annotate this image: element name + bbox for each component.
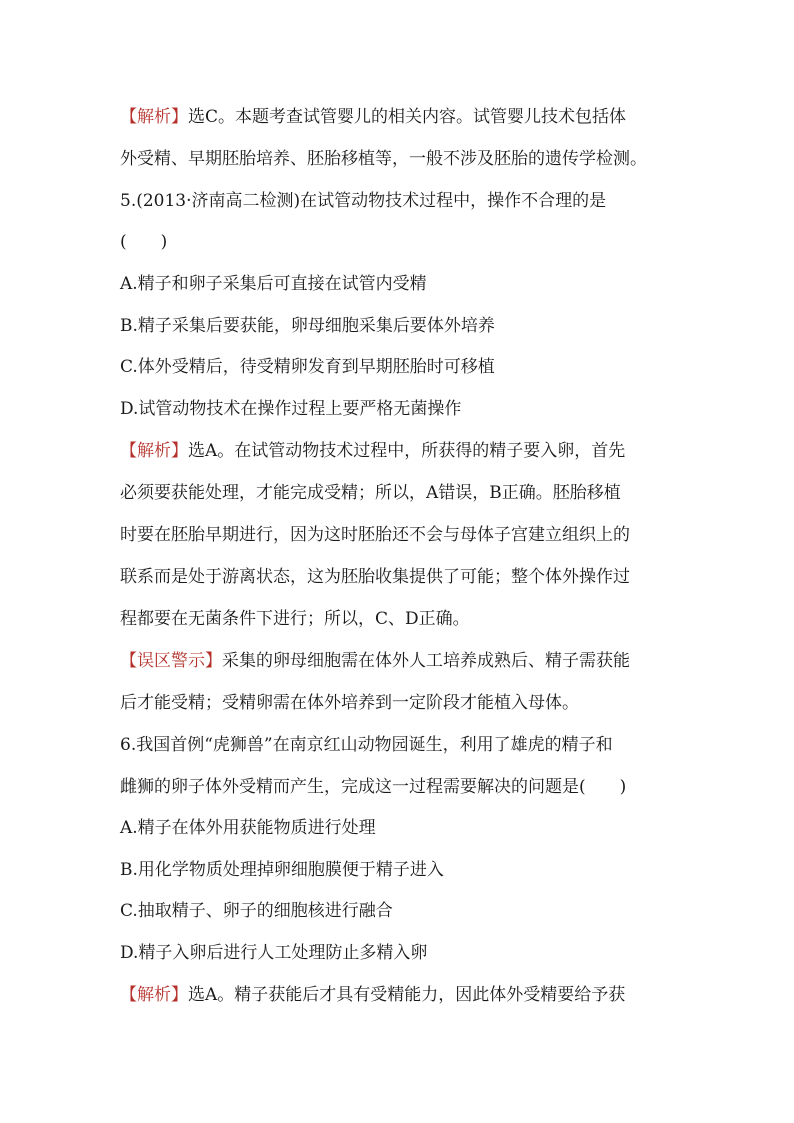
analysis-tag: 【解析】 <box>120 107 188 127</box>
question-6-option-b: B.用化学物质处理掉卵细胞膜便于精子进入 <box>120 860 444 880</box>
analysis-text-line: 程都要在无菌条件下进行；所以，C、D正确。 <box>120 609 470 629</box>
analysis-text: 选C。本题考查试管婴儿的相关内容。试管婴儿技术包括体 <box>188 107 627 127</box>
analysis-text: 选A。精子获能后才具有受精能力，因此体外受精要给予获 <box>188 985 626 1005</box>
question-5-bracket: ( ) <box>120 232 168 252</box>
warning-paragraph <box>120 650 680 672</box>
analysis-paragraph-q6 <box>120 984 680 1006</box>
question-5-stem: 5.(2013·济南高二检测)在试管动物技术过程中，操作不合理的是 <box>120 191 607 211</box>
analysis-tag: 【解析】 <box>120 441 188 461</box>
warning-text-line: 后才能受精；受精卵需在体外培养到一定阶段才能植入母体。 <box>120 693 579 713</box>
analysis-text-line: 联系而是处于游离状态，这为胚胎收集提供了可能；整个体外操作过 <box>120 567 630 587</box>
question-5-option-a: A.精子和卵子采集后可直接在试管内受精 <box>120 274 427 294</box>
analysis-tag: 【解析】 <box>120 985 188 1005</box>
analysis-paragraph-q4 <box>120 106 680 128</box>
analysis-text: 选A。在试管动物技术过程中，所获得的精子要入卵，首先 <box>188 441 626 461</box>
question-6-option-c: C.抽取精子、卵子的细胞核进行融合 <box>120 901 393 921</box>
analysis-paragraph-q5 <box>120 440 680 462</box>
question-6-option-d: D.精子入卵后进行人工处理防止多精入卵 <box>120 943 428 963</box>
question-6-stem: 6.我国首例“虎狮兽”在南京红山动物园诞生，利用了雄虎的精子和 <box>120 735 613 755</box>
question-6-stem-line: 雌狮的卵子体外受精而产生，完成这一过程需要解决的问题是( ) <box>120 777 627 797</box>
warning-tag: 【误区警示】 <box>120 651 222 671</box>
analysis-text-line: 必须要获能处理，才能完成受精；所以，A错误，B正确。胚胎移植 <box>120 483 621 503</box>
question-5-option-b: B.精子采集后要获能，卵母细胞采集后要体外培养 <box>120 316 495 336</box>
question-6-option-a: A.精子在体外用获能物质进行处理 <box>120 818 376 838</box>
analysis-text-line: 时要在胚胎早期进行，因为这时胚胎还不会与母体子宫建立组织上的 <box>120 525 630 545</box>
question-5-option-c: C.体外受精后，待受精卵发育到早期胚胎时可移植 <box>120 357 495 377</box>
warning-text: 采集的卵母细胞需在体外人工培养成熟后、精子需获能 <box>222 651 630 671</box>
analysis-text-line: 外受精、早期胚胎培养、胚胎移植等，一般不涉及胚胎的遗传学检测。 <box>120 149 647 169</box>
question-5-option-d: D.试管动物技术在操作过程上要严格无菌操作 <box>120 399 462 419</box>
